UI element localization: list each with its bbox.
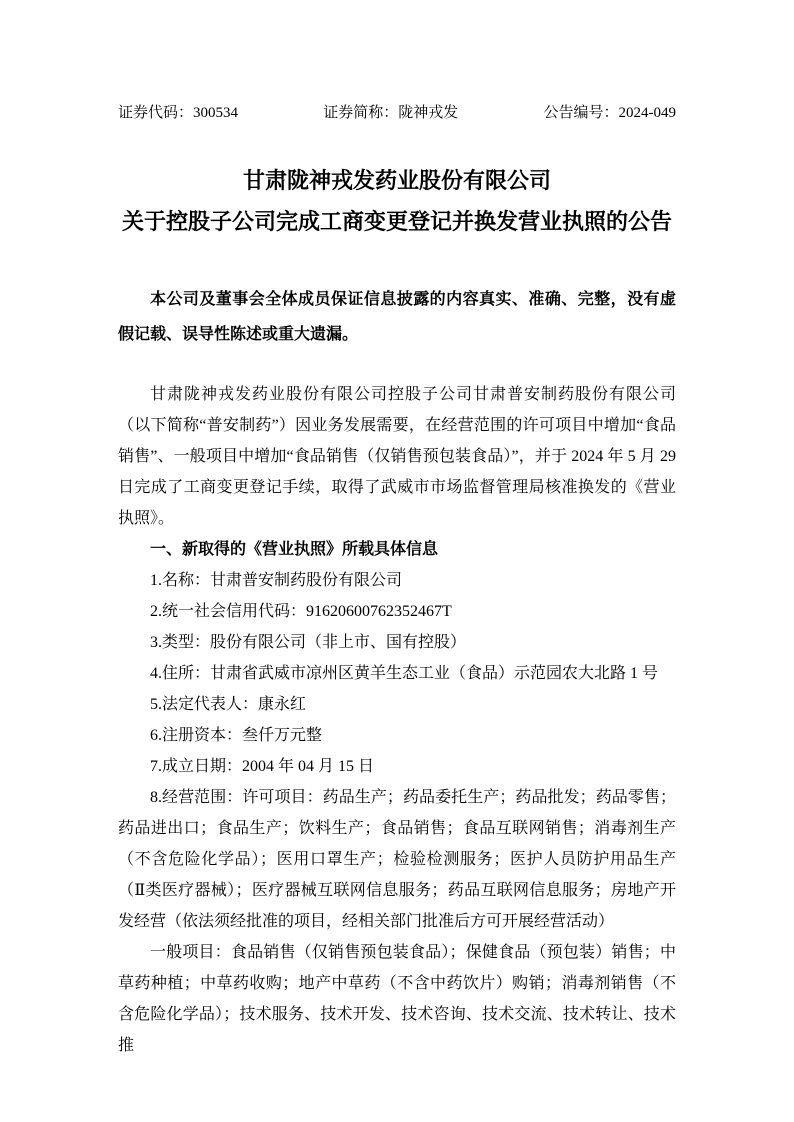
- company-name-title: 甘肃陇神戎发药业股份有限公司: [242, 168, 551, 193]
- item-company-name: 1.名称：甘肃普安制药股份有限公司: [150, 572, 403, 589]
- document-header: [118, 103, 676, 123]
- item-company-type: 3.类型：股份有限公司（非上市、国有控股）: [150, 634, 467, 651]
- item-address: 4.住所：甘肃省武威市凉州区黄羊生态工业（食品）示范园农大北路 1 号: [150, 665, 659, 682]
- stock-abbr: 证券简称：陇神戎发: [323, 105, 459, 121]
- intro-paragraph: 甘肃陇神戎发药业股份有限公司控股子公司甘肃普安制药股份有限公司（以下简称“普安制药”）因业务发展需要，在经营范围的许可项目中增加“食品销售”、一般项目中增加“食品销售（仅销售预包装食品）”，并于 2024 年 5 月 29 日完成了工商变更登记手续，取得了武威市市场监督管理局核准换发的《营业执照》。: [118, 386, 676, 527]
- business-scope-paragraph: 8.经营范围：许可项目：药品生产；药品委托生产；药品批发；药品零售；药品进出口；食品生产；饮料生产；食品销售；食品互联网销售；消毒剂生产（不含危险化学品）；医用口罩生产；检验检测服务；医护人员防护用品生产（Ⅱ类医疗器械）；医疗器械互联网信息服务；药品互联网信息服务；房地产开发经营（依法须经批准的项目，经相关部门批准后方可开展经营活动）: [118, 789, 676, 930]
- item-registered-capital: 6.注册资本：叁仟万元整: [150, 727, 323, 744]
- general-items-paragraph: 一般项目：食品销售（仅销售预包装食品）；保健食品（预包装）销售；中草药种植；中草药收购；地产中草药（不含中药饮片）购销；消毒剂销售（不含危险化学品）；技术服务、技术开发、技术咨询、技术交流、技术转让、技术推: [118, 944, 676, 1054]
- stock-code: 证券代码：300534: [118, 105, 239, 121]
- disclaimer-paragraph: 本公司及董事会全体成员保证信息披露的内容真实、准确、完整，没有虚假记载、误导性陈述或重大遗漏。: [118, 291, 676, 343]
- section1-heading: 一、新取得的《营业执照》所载具体信息: [150, 541, 439, 558]
- announcement-number: 公告编号：2024-049: [543, 105, 676, 121]
- item-establishment-date: 7.成立日期：2004 年 04 月 15 日: [150, 758, 375, 775]
- announcement-title: 关于控股子公司完成工商变更登记并换发营业执照的公告: [121, 209, 672, 234]
- item-credit-code: 2.统一社会信用代码：91620600762352467T: [150, 603, 452, 620]
- item-legal-representative: 5.法定代表人：康永红: [150, 696, 307, 713]
